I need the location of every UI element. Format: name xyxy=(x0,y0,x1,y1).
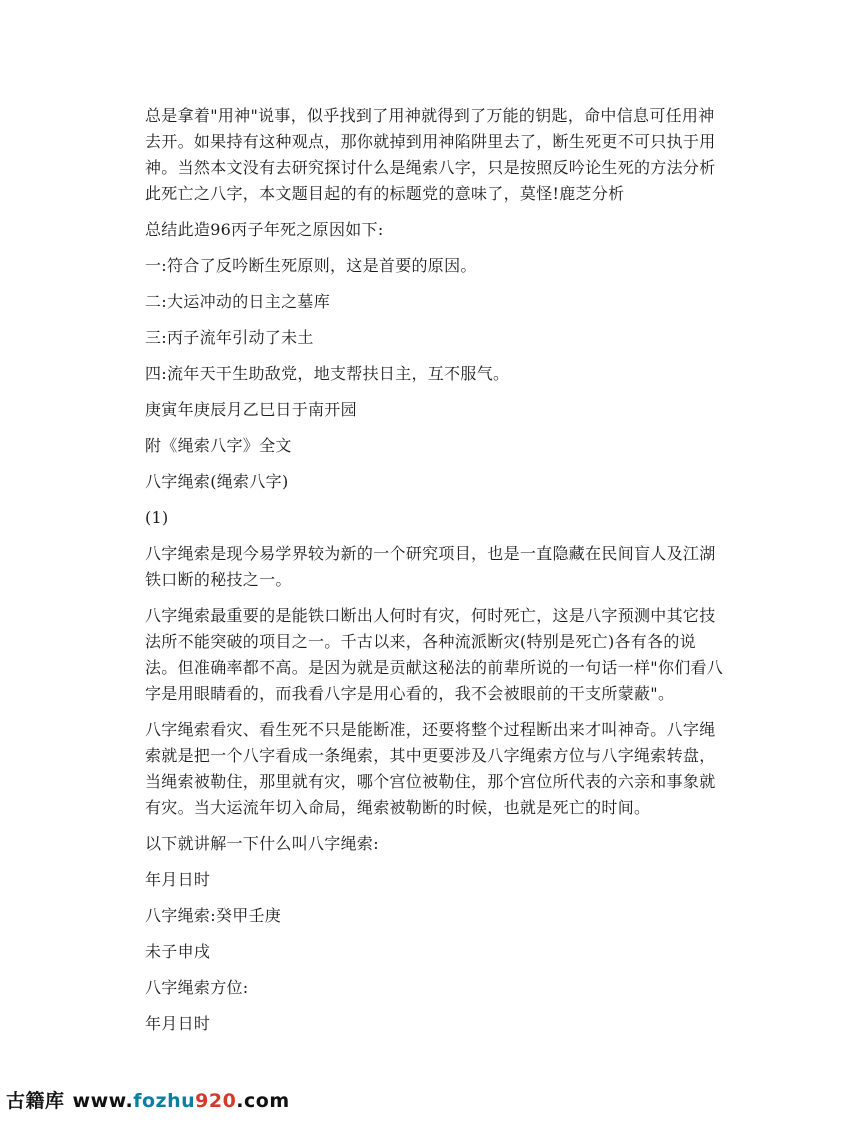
document-body xyxy=(145,103,725,1047)
paragraph: 八字绳索看灾、看生死不只是能断准，还要将整个过程断出来才叫神奇。八字绳索就是把一个八字看成一条绳索，其中更要涉及八字绳索方位与八字绳索转盘，当绳索被勒住，那里就有灾，哪个宫位被勒住，那个宫位所代表的六亲和事象就有灾。当大运流年切入命局，绳索被勒断的时候，也就是死亡的时间。 xyxy=(145,720,716,817)
watermark-number: 920 xyxy=(195,1090,237,1112)
paragraph: 八字绳索是现今易学界较为新的一个研究项目，也是一直隐藏在民间盲人及江湖铁口断的秘技之一。 xyxy=(145,544,716,589)
paragraph: 八字绳索(绳索八字) xyxy=(145,472,289,491)
paragraph: 年月日时 xyxy=(145,870,211,889)
paragraph: 总结此造96丙子年死之原因如下: xyxy=(145,220,384,239)
watermark-tld: .com xyxy=(236,1090,290,1112)
paragraph: 三:丙子流年引动了未土 xyxy=(145,328,314,347)
paragraph: 以下就讲解一下什么叫八字绳索: xyxy=(145,834,379,853)
paragraph: 庚寅年庚辰月乙巳日于南开园 xyxy=(145,400,357,419)
paragraph: 附《绳索八字》全文 xyxy=(145,436,292,455)
paragraph: 二:大运冲动的日主之墓库 xyxy=(145,292,330,311)
paragraph: 总是拿着"用神"说事，似乎找到了用神就得到了万能的钥匙，命中信息可任用神去开。如果持有这种观点，那你就掉到用神陷阱里去了，断生死更不可只执于用神。当然本文没有去研究探讨什么是绳索八字，只是按照反吟论生死的方法分析此死亡之八字，本文题目起的有的标题党的意味了，莫怪!鹿芝分析 xyxy=(145,106,716,203)
paragraph: 一:符合了反吟断生死原则，这是首要的原因。 xyxy=(145,256,477,275)
watermark-domain: fozhu xyxy=(133,1090,196,1112)
site-watermark xyxy=(6,1086,290,1113)
paragraph: 未子申戌 xyxy=(145,942,211,961)
paragraph: 八字绳索:癸甲壬庚 xyxy=(145,906,282,925)
paragraph: 八字绳索方位: xyxy=(145,978,249,997)
paragraph: 八字绳索最重要的是能铁口断出人何时有灾，何时死亡，这是八字预测中其它技法所不能突破的项目之一。千古以来，各种流派断灾(特别是死亡)各有各的说法。但准确率都不高。是因为就是贡献这秘法的前辈所说的一句话一样"你们看八字是用眼睛看的，而我看八字是用心看的，我不会被眼前的干支所蒙蔽"。 xyxy=(145,606,724,703)
watermark-site-name: 古籍库 xyxy=(6,1090,65,1112)
paragraph: 年月日时 xyxy=(145,1014,211,1033)
paragraph: (1) xyxy=(145,508,169,527)
paragraph: 四:流年天干生助敌党，地支帮扶日主，互不服气。 xyxy=(145,364,510,383)
watermark-www: www. xyxy=(72,1090,134,1112)
